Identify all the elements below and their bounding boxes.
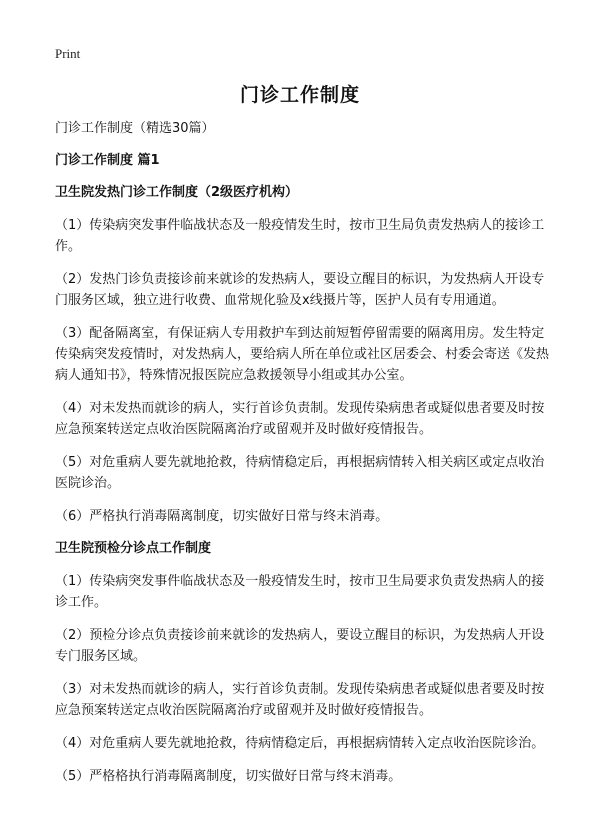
document-subtitle: 门诊工作制度（精选30篇） xyxy=(55,121,215,136)
paragraph: （6）严格执行消毒隔离制度，切实做好日常与终末消毒。 xyxy=(55,509,389,524)
paragraph: （3）对未发热而就诊的病人，实行首诊负责制。发现传染病患者或疑似患者要及时按应急预案转送定点收治医院隔离治疗或留观并及时做好疫情报告。 xyxy=(55,682,545,718)
paragraph: （5）对危重病人要先就地抢救，待病情稳定后，再根据病情转入相关病区或定点收治医院诊治。 xyxy=(55,455,545,491)
page-title: 门诊工作制度 xyxy=(239,84,360,106)
article-heading: 门诊工作制度 篇1 xyxy=(55,153,160,168)
paragraph: （1）传染病突发事件临战状态及一般疫情发生时，按市卫生局要求负责发热病人的接诊工作。 xyxy=(55,574,545,610)
print-link[interactable]: Print xyxy=(55,46,81,61)
paragraph: （2）预检分诊点负责接诊前来就诊的发热病人，要设立醒目的标识，为发热病人开设专门服务区域。 xyxy=(55,628,545,664)
paragraph: （5）严格格执行消毒隔离制度，切实做好日常与终末消毒。 xyxy=(55,769,402,784)
paragraph: （1）传染病突发事件临战状态及一般疫情发生时，按市卫生局负责发热病人的接诊工作。 xyxy=(55,218,545,254)
paragraph: （2）发热门诊负责接诊前来就诊的发热病人，要设立醒目的标识，为发热病人开设专门服务区域，独立进行收费、血常规化验及x线摄片等，医护人员有专用通道。 xyxy=(55,272,545,308)
document-body xyxy=(55,119,555,799)
paragraph: （4）对危重病人要先就地抢救，待病情稳定后，再根据病情转入定点收治医院诊治。 xyxy=(55,736,545,751)
paragraph: （3）配备隔离室，有保证病人专用救护车到达前短暂停留需要的隔离用房。发生特定传染病突发疫情时，对发热病人，要给病人所在单位或社区居委会、村委会寄送《发热病人通知书》，特殊情况报医院应急救援领导小组或其办公室。 xyxy=(55,326,550,383)
paragraph: （4）对未发热而就诊的病人，实行首诊负责制。发现传染病患者或疑似患者要及时按应急预案转送定点收治医院隔离治疗或留观并及时做好疫情报告。 xyxy=(55,401,545,437)
section-heading-triage-point: 卫生院预检分诊点工作制度 xyxy=(55,541,212,556)
section-heading-fever-clinic: 卫生院发热门诊工作制度（2级医疗机构） xyxy=(55,185,299,200)
